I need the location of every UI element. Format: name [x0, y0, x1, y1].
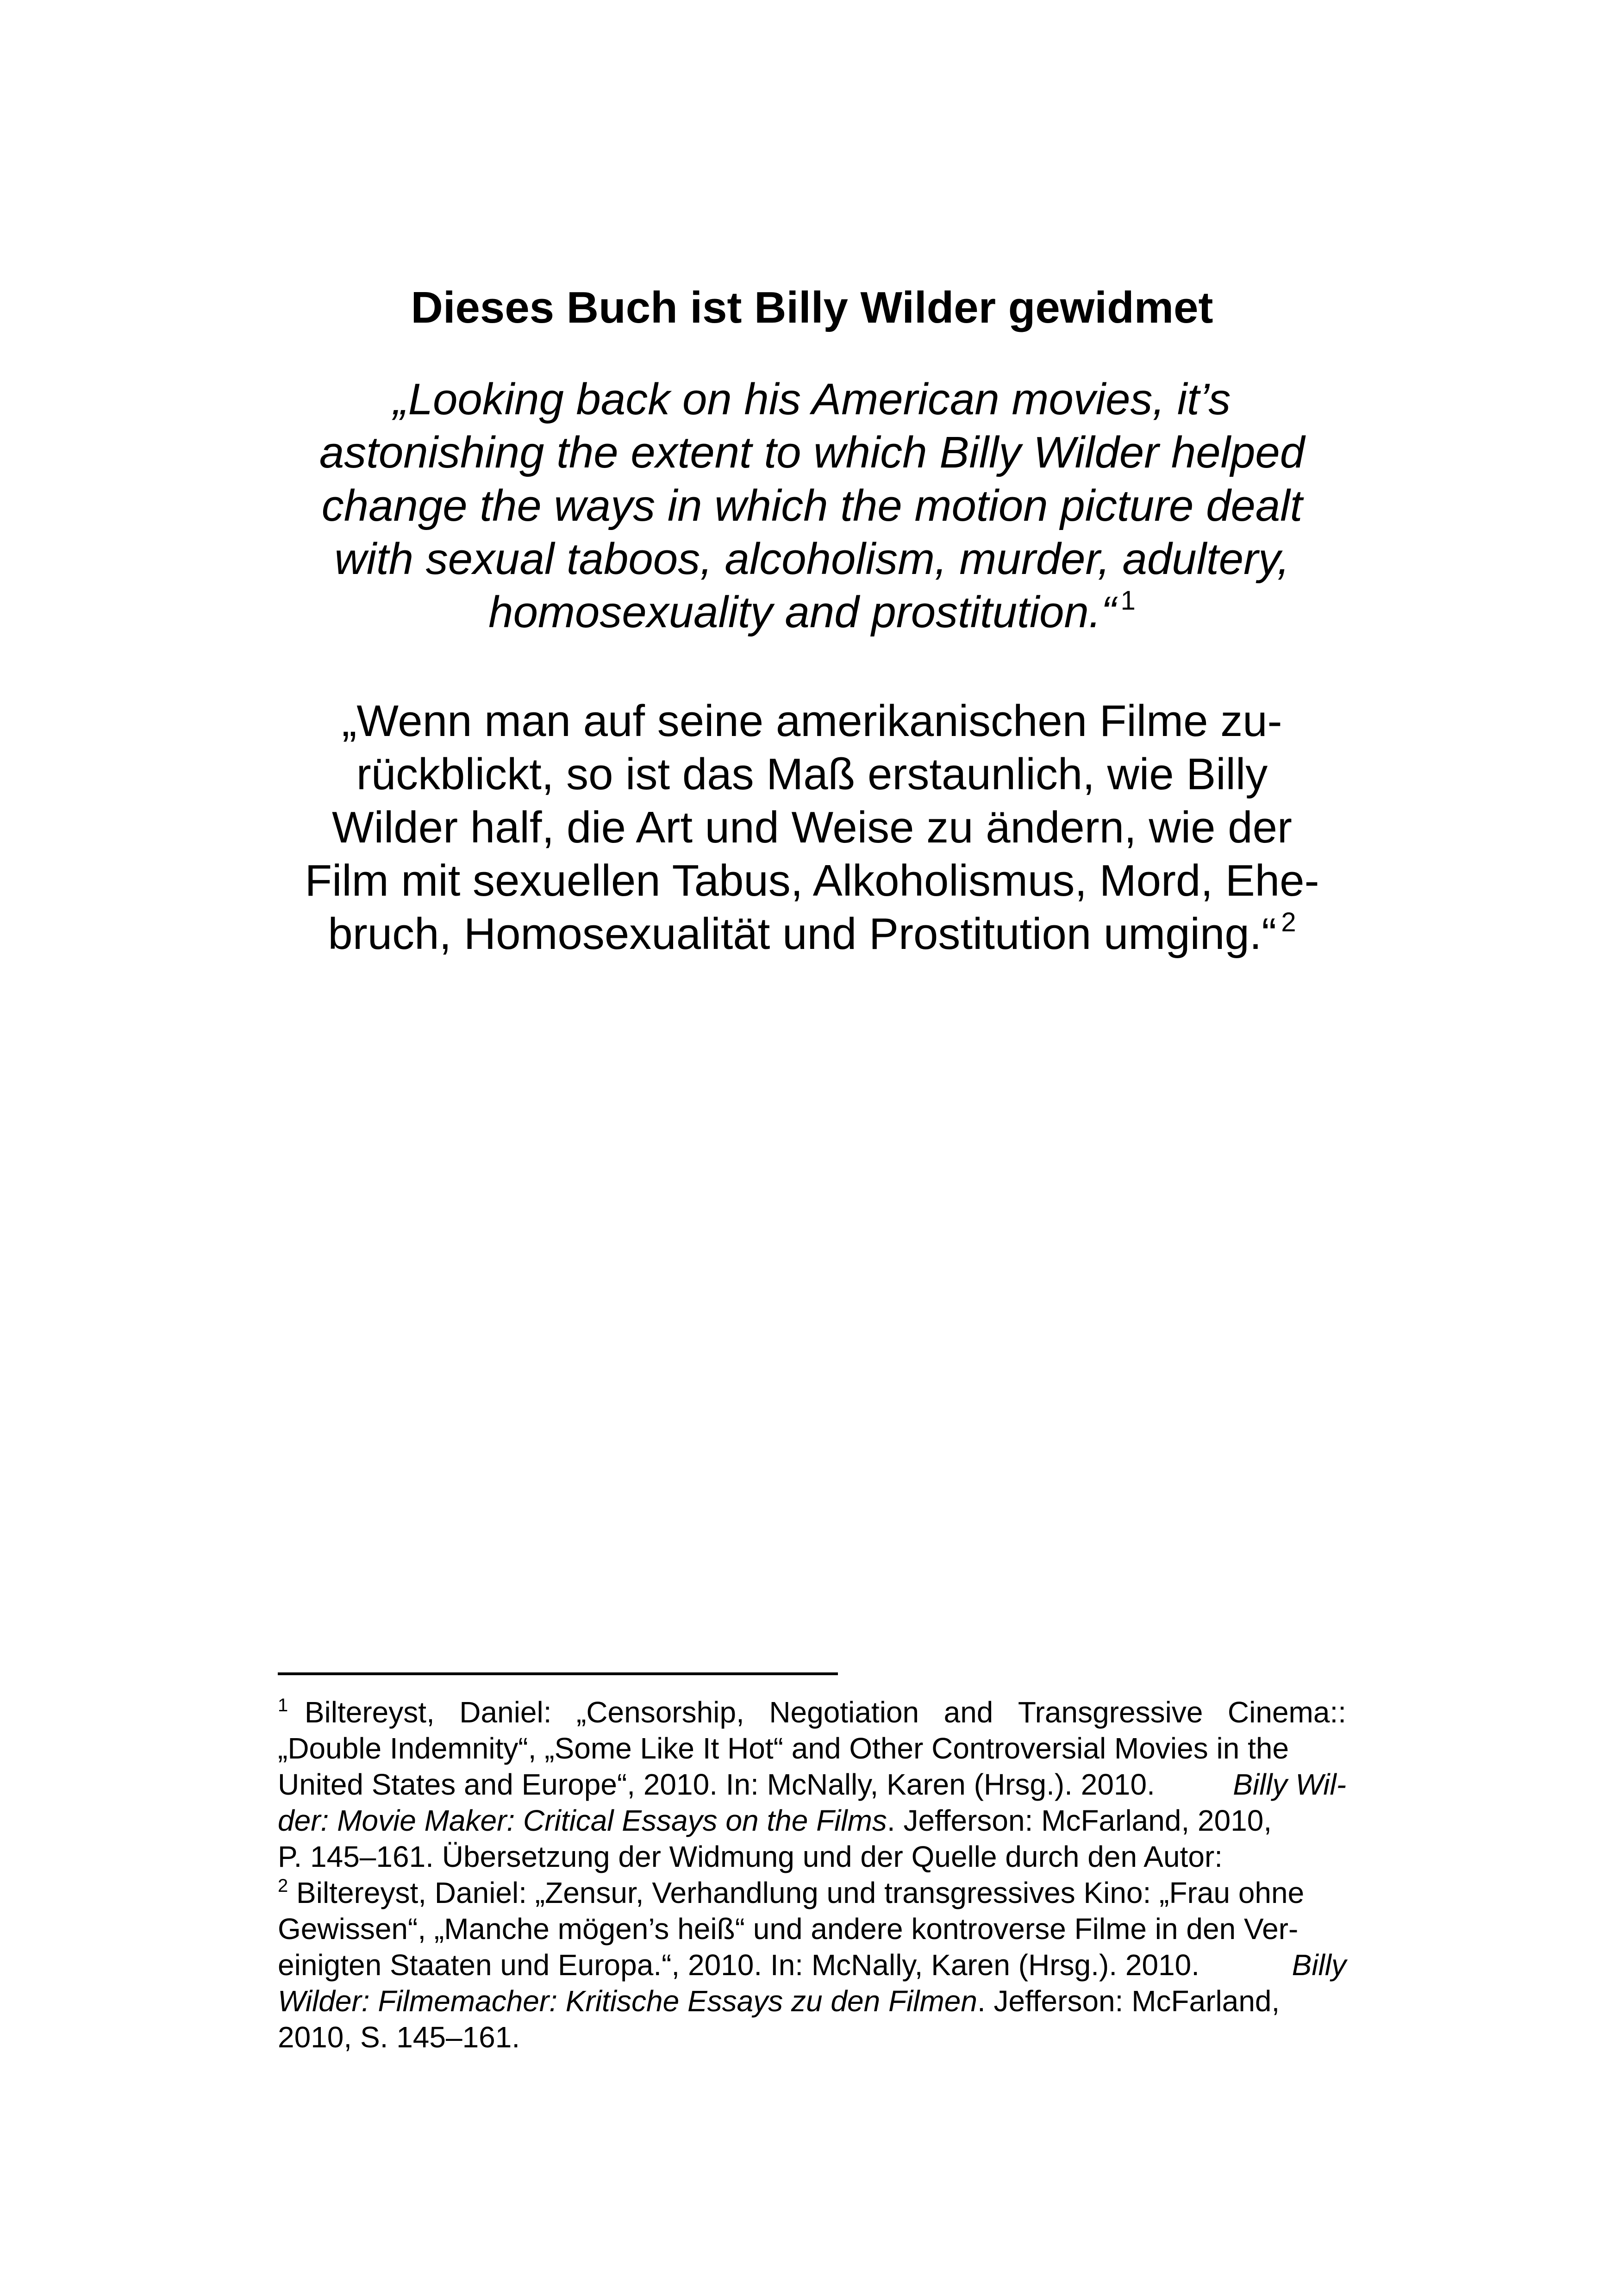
footnote-word: „Censorship,	[576, 1696, 744, 1729]
footnote-2-line: Gewissen“, „Manche mögen’s heiß“ und andere kontroverse Filme in den Ver-	[278, 1912, 1299, 1946]
quote-line: „Looking back on his American movies, it’s	[393, 374, 1231, 424]
footnote-1-start	[278, 1694, 435, 1730]
quote-line: change the ways in which the motion picture dealt	[321, 481, 1303, 530]
footnote-2-line	[278, 1947, 1346, 1983]
footnote-reference-1: 1	[1120, 586, 1136, 616]
dedication-title: Dieses Buch ist Billy Wilder gewidmet	[411, 283, 1213, 332]
quote-line: „Wenn man auf seine amerikanischen Filme zu-	[342, 696, 1282, 746]
english-quote	[278, 373, 1346, 639]
footnote-number-2: 2	[278, 1876, 288, 1896]
quote-line-last	[278, 907, 1346, 960]
footnote-1-line: P. 145–161. Übersetzung der Widmung und der Quelle durch den Autor:	[278, 1840, 1223, 1873]
footnote-italic-title: Wilder: Filmemacher: Kritische Essays zu den Filmen	[278, 1984, 977, 2018]
footnote-number-1: 1	[278, 1695, 288, 1715]
footnote-text: . Jefferson: McFarland, 2010,	[887, 1804, 1272, 1837]
footnote-text: . Jefferson: McFarland,	[977, 1984, 1280, 2018]
footnotes	[278, 1694, 1346, 2055]
quote-line-text: homosexuality and prostitution.“	[488, 587, 1116, 637]
footnote-2-line: 2010, S. 145–161.	[278, 2021, 520, 2054]
quote-line-last	[278, 586, 1346, 639]
footnote-2-line	[278, 1983, 1346, 2019]
footnote-1-line	[278, 1694, 1346, 1730]
quote-line: Film mit sexuellen Tabus, Alkoholismus, Mord, Ehe-	[305, 856, 1319, 905]
footnote-word: Negotiation	[769, 1696, 919, 1729]
footnote-1-line	[278, 1802, 1346, 1839]
footnote-italic-title: Billy Wil-	[1233, 1768, 1346, 1801]
footnote-1-line: „Double Indemnity“, „Some Like It Hot“ and Other Controversial Movies in the	[278, 1732, 1289, 1765]
footnote-italic-title: Billy	[1292, 1948, 1346, 1982]
footnote-word: Biltereyst,	[304, 1696, 435, 1729]
footnote-2-line	[278, 1875, 1346, 1911]
footnote-separator	[278, 1672, 838, 1675]
footnote-text: Biltereyst, Daniel: „Zensur, Verhandlung und transgressives Kino: „Frau ohne	[296, 1876, 1305, 1909]
quote-line: Wilder half, die Art und Weise zu ändern, wie der	[332, 803, 1292, 852]
footnote-word: Daniel:	[459, 1696, 552, 1729]
quote-line: rückblickt, so ist das Maß erstaunlich, wie Billy	[356, 749, 1268, 799]
footnote-text: United States and Europe“, 2010. In: McNally, Karen (Hrsg.). 2010.	[278, 1768, 1155, 1801]
footnote-word: Cinema::	[1227, 1696, 1346, 1729]
quote-line: with sexual taboos, alcoholism, murder, adultery,	[334, 534, 1290, 584]
quote-line: astonishing the extent to which Billy Wilder helped	[319, 428, 1305, 477]
quote-line-text: bruch, Homosexualität und Prostitution umging.“	[328, 909, 1277, 959]
footnote-word: and	[943, 1696, 993, 1729]
footnote-reference-2: 2	[1281, 907, 1296, 937]
footnote-word: Transgressive	[1018, 1696, 1203, 1729]
footnote-text: einigten Staaten und Europa.“, 2010. In: McNally, Karen (Hrsg.). 2010.	[278, 1948, 1200, 1982]
footnote-1-line	[278, 1766, 1346, 1802]
german-quote	[278, 694, 1346, 960]
footnote-italic-title: der: Movie Maker: Critical Essays on the Films	[278, 1804, 887, 1837]
